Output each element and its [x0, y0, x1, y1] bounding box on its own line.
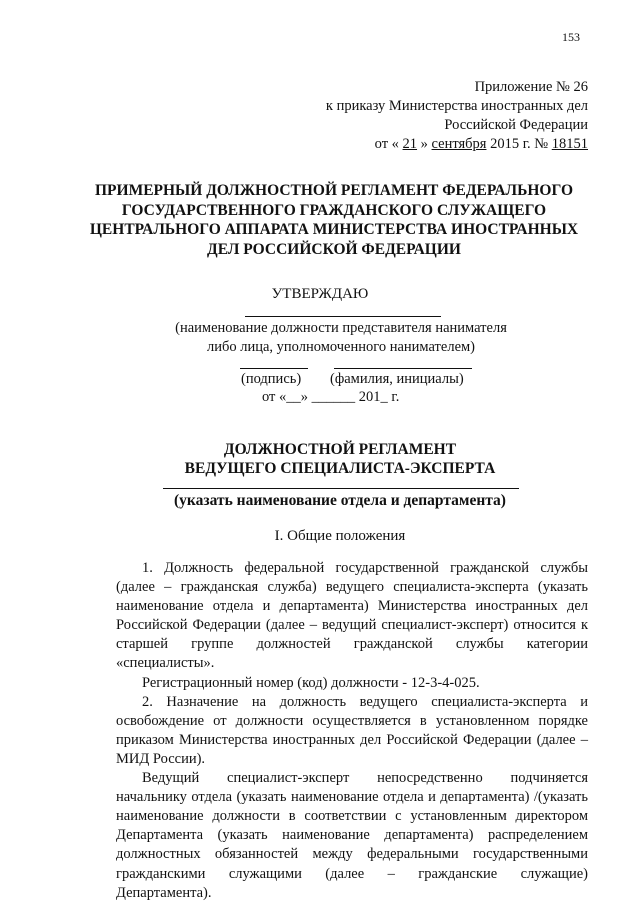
annex-day: 21	[402, 136, 418, 152]
annex-line-3: Российской Федерации	[444, 117, 588, 133]
department-note: (указать наименование отдела и департамента)	[174, 492, 506, 509]
position-note	[0, 319, 640, 357]
annex-month: сентября	[431, 136, 487, 152]
signature-label: (подпись)	[241, 371, 302, 387]
department-line	[163, 488, 519, 489]
annex-date-mid: »	[420, 136, 428, 152]
regulation-title-line-1: ДОЛЖНОСТНОЙ РЕГЛАМЕНТ	[223, 441, 457, 458]
paragraph-3: 2. Назначение на должность ведущего специалиста-эксперта и освобождение от должности осуществляется в установленном порядке приказом Министерства иностранных дел Российской Федерации (далее – МИД России).	[116, 693, 588, 767]
annex-date-prefix: от «	[374, 136, 399, 152]
annex-line-1: Приложение № 26	[474, 79, 588, 95]
title-line-2: ГОСУДАРСТВЕННОГО ГРАЖДАНСКОГО СЛУЖАЩЕГО	[121, 201, 547, 219]
page-number: 153	[562, 30, 580, 44]
approval-heading: УТВЕРЖДАЮ	[271, 286, 369, 302]
title-line-4: ДЕЛ РОССИЙСКОЙ ФЕДЕРАЦИИ	[207, 240, 461, 258]
annex-date-suffix: 2015 г. №	[490, 136, 549, 152]
paragraph-4: Ведущий специалист-эксперт непосредственно подчиняется начальнику отдела (указать наименование отдела и департамента) /(указать наименование должности в соответствии с установленным директором Департамента (указать наименование департамента) распределением должностных обязанностей между федеральными государственными гражданскими служащими (далее – гражданские служащие) Департамента).	[116, 770, 588, 901]
name-line	[334, 368, 472, 369]
annex-number: 18151	[551, 136, 588, 152]
position-note-line-1: (наименование должности представителя нанимателя	[175, 320, 507, 336]
approval-date-line: от «__» ______ 201_ г.	[262, 389, 400, 405]
annex-date-line	[288, 135, 588, 154]
document-title	[60, 181, 608, 259]
annex-block	[288, 78, 588, 154]
name-label: (фамилия, инициалы)	[330, 371, 464, 387]
position-signature-line	[245, 316, 441, 317]
section-body	[116, 559, 588, 903]
title-line-3: ЦЕНТРАЛЬНОГО АППАРАТА МИНИСТЕРСТВА ИНОСТРАННЫХ	[89, 221, 579, 238]
paragraph-2: Регистрационный номер (код) должности - 12-3-4-025.	[142, 674, 480, 691]
title-line-1: ПРИМЕРНЫЙ ДОЛЖНОСТНОЙ РЕГЛАМЕНТ ФЕДЕРАЛЬНОГО	[94, 182, 573, 199]
paragraph-1: 1. Должность федеральной государственной гражданской службы (далее – гражданская служба) ведущего специалиста-эксперта (указать наименование отдела и департамента) Министерства иностранных дел Российской Федерации (далее – ведущий специалист-эксперт) относится к старшей группе должностей гражданской службы категории «специалисты».	[116, 560, 588, 672]
signature-line	[240, 368, 308, 369]
annex-line-2: к приказу Министерства иностранных дел	[325, 98, 588, 114]
regulation-title-line-2: ВЕДУЩЕГО СПЕЦИАЛИСТА-ЭКСПЕРТА	[184, 460, 496, 477]
section-heading: I. Общие положения	[274, 528, 406, 544]
position-note-line-2: либо лица, уполномоченного нанимателем)	[206, 339, 476, 355]
